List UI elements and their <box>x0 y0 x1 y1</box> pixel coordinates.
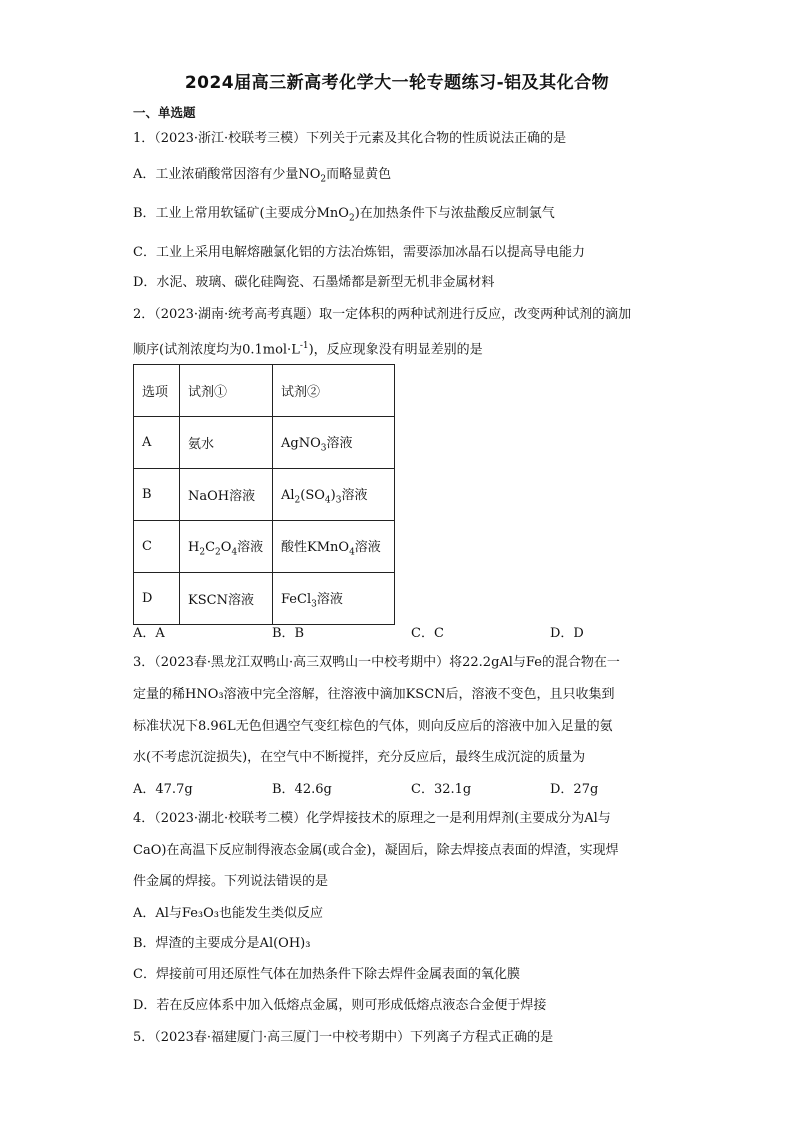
table-header-cell: 试剂① <box>180 365 273 417</box>
table-cell: A <box>134 417 180 469</box>
q2-answer-b: B．B <box>272 626 305 641</box>
q1-option-b: B．工业上常用软锰矿(主要成分MnO$_2$)在加热条件下与浓盐酸反应制氯气 <box>133 206 555 224</box>
table-cell: B <box>134 469 180 521</box>
q4-option-d: D．若在反应体系中加入低熔点金属，则可形成低熔点液态合金便于焊接 <box>133 998 547 1013</box>
q2-options-table <box>133 364 395 625</box>
table-cell: $Al_2(SO_4)_3$溶液 <box>273 469 395 521</box>
table-header-row <box>134 365 395 417</box>
q4-option-b: B．焊渣的主要成分是Al(OH)₃ <box>133 936 311 951</box>
q2-stem-line2: 顺序(试剂浓度均为$0.1mol\cdot L^{-1}$)，反应现象没有明显差别的是 <box>133 341 483 358</box>
q5-stem: 5．（2023春·福建厦门·高三厦门一中校考期中）下列离子方程式正确的是 <box>133 1030 554 1045</box>
q2-answer-d: D．D <box>550 626 584 641</box>
table-cell: $H_2C_2O_4$溶液 <box>180 521 273 573</box>
section-heading: 一、单选题 <box>133 105 196 120</box>
page-title: 2024届高三新高考化学大一轮专题练习-铝及其化合物 <box>184 73 610 93</box>
table-row <box>134 573 395 625</box>
table-cell: AgNO$_3$溶液 <box>273 417 395 469</box>
table-cell: C <box>134 521 180 573</box>
table-cell: FeCl$_3$溶液 <box>273 573 395 625</box>
q4-stem-line2: CaO)在高温下反应制得液态金属(或合金)，凝固后，除去焊接点表面的焊渣，实现焊 <box>133 843 619 858</box>
table-row <box>134 417 395 469</box>
q4-option-c: C．焊接前可用还原性气体在加热条件下除去焊件金属表面的氧化膜 <box>133 967 520 982</box>
table-cell: NaOH溶液 <box>180 469 273 521</box>
q3-stem-line3: 标准状况下8.96L无色但遇空气变红棕色的气体，则向反应后的溶液中加入足量的氨 <box>133 719 613 734</box>
table-row <box>134 521 395 573</box>
q3-stem-line1: 3．（2023春·黑龙江双鸭山·高三双鸭山一中校考期中）将22.2gAl与Fe的混合物在一 <box>133 655 620 670</box>
table-cell: 酸性KMnO$_4$溶液 <box>273 521 395 573</box>
q1-option-a: A．工业浓硝酸常因溶有少量$NO_2$而略显黄色 <box>133 167 392 185</box>
table-header-cell: 试剂② <box>273 365 395 417</box>
q3-answer-c: C．32.1g <box>411 782 472 797</box>
q3-answer-d: D．27g <box>550 782 599 797</box>
q3-stem-line2: 定量的稀HNO₃溶液中完全溶解，往溶液中滴加KSCN后，溶液不变色，且只收集到 <box>133 687 615 702</box>
q4-stem-line3: 件金属的焊接。下列说法错误的是 <box>133 874 329 889</box>
q4-option-a: A．Al与Fe₃O₃也能发生类似反应 <box>133 906 324 921</box>
table-cell: KSCN溶液 <box>180 573 273 625</box>
q3-answer-a: A．47.7g <box>133 782 193 797</box>
q3-answer-b: B．42.6g <box>272 782 332 797</box>
q2-answer-c: C．C <box>411 626 444 641</box>
q2-stem-line1: 2．（2023·湖南·统考高考真题）取一定体积的两种试剂进行反应，改变两种试剂的滴加 <box>133 307 632 322</box>
q2-answer-a: A．A <box>133 626 165 641</box>
table-cell: 氨水 <box>180 417 273 469</box>
table-header-cell: 选项 <box>134 365 180 417</box>
q1-stem: 1．（2023·浙江·校联考三模）下列关于元素及其化合物的性质说法正确的是 <box>133 131 567 146</box>
q4-stem-line1: 4．（2023·湖北·校联考二模）化学焊接技术的原理之一是利用焊剂(主要成分为Al与 <box>133 811 611 826</box>
table-row <box>134 469 395 521</box>
q3-stem-line4: 水(不考虑沉淀损失)，在空气中不断搅拌，充分反应后，最终生成沉淀的质量为 <box>133 750 586 765</box>
q1-option-d: D．水泥、玻璃、碳化硅陶瓷、石墨烯都是新型无机非金属材料 <box>133 275 495 290</box>
table-cell: D <box>134 573 180 625</box>
q1-option-c: C．工业上采用电解熔融氯化铝的方法冶炼铝，需要添加冰晶石以提高导电能力 <box>133 245 585 260</box>
